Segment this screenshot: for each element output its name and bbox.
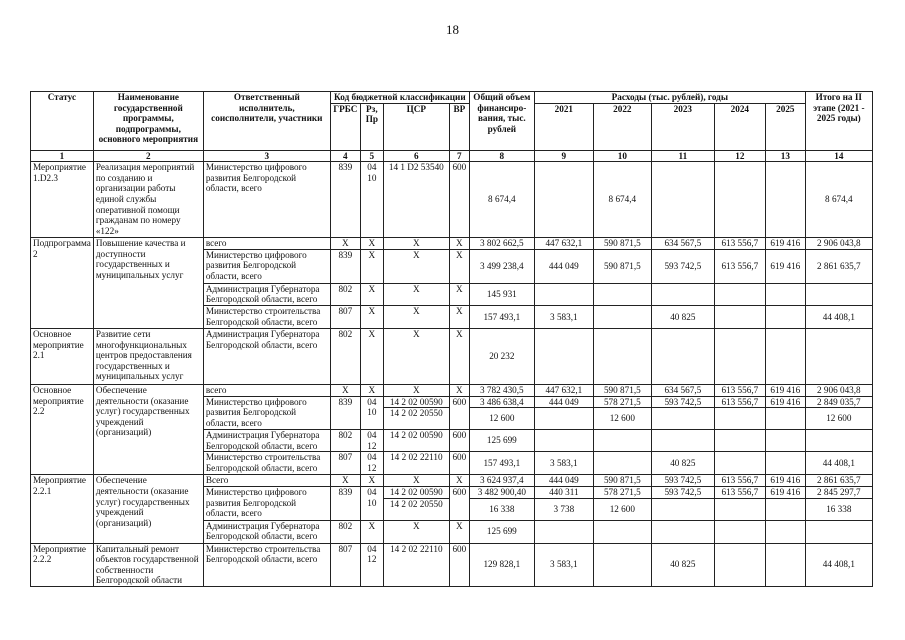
cell-total: 3 499 238,4 [469, 249, 534, 283]
cell-rz: 04 12 [360, 430, 383, 452]
header-2022: 2022 [593, 103, 651, 150]
cell-2021 [534, 162, 593, 238]
row-executor: Министерство цифрового развития Белгородской области, всего [203, 162, 330, 238]
table-row [31, 543, 873, 586]
cell-rz: 04 12 [360, 452, 383, 475]
cell-2022 [593, 283, 651, 305]
cell-2023: 634 567,5 [651, 384, 714, 396]
cell-2023: 40 825 [651, 543, 714, 586]
row-status: Мероприятие 2.2.1 [31, 475, 94, 543]
cell-rz: X [360, 238, 383, 250]
row-executor: Администрация Губернатора Белгородской области, всего [203, 430, 330, 452]
cell-csr: 14 2 02 22110 [383, 543, 449, 586]
cell-grbs: 802 [330, 520, 360, 543]
cell-2023 [651, 162, 714, 238]
cell-2021 [534, 328, 593, 384]
row-status: Основное мероприятие 2.2 [31, 384, 94, 474]
cell-itogo [805, 283, 872, 305]
row-executor: Министерство цифрового развития Белгородской области, всего [203, 396, 330, 430]
cell-vr: X [449, 283, 469, 305]
cell-rz: X [360, 520, 383, 543]
cell-vr: X [449, 475, 469, 487]
cell-vr: X [449, 384, 469, 396]
cell-2025 [765, 543, 805, 586]
cell-2024 [714, 283, 765, 305]
table-row [31, 475, 873, 487]
cell-2025: 619 416 [765, 396, 805, 408]
header-stage-total: Итого на II этапе (2021 - 2025 годы) [805, 92, 872, 151]
cell-csr: X [383, 520, 449, 543]
cell-rz: 04 12 [360, 543, 383, 586]
cell-2022: 590 871,5 [593, 475, 651, 487]
cell-2025: 619 416 [765, 384, 805, 396]
row-status: Подпрограмма 2 [31, 238, 94, 329]
row-name: Обеспечение деятельности (оказание услуг) государственных учреждений (организаций) [93, 475, 203, 543]
header-2023: 2023 [651, 103, 714, 150]
cell-itogo: 16 338 [805, 498, 872, 520]
row-name: Развитие сети многофункциональных центров предоставления государственных и муниципальных услуг [93, 328, 203, 384]
page-number: 18 [446, 22, 459, 37]
cell-2024: 613 556,7 [714, 238, 765, 250]
header-2024: 2024 [714, 103, 765, 150]
header-total: Общий объем финансиро-вания, тыс. рублей [469, 92, 534, 151]
cell-2025: 619 416 [765, 238, 805, 250]
cell-vr: 600 [449, 162, 469, 238]
cell-grbs: 807 [330, 543, 360, 586]
cell-itogo: 12 600 [805, 408, 872, 430]
cell-total: 20 232 [469, 328, 534, 384]
cell-csr: X [383, 384, 449, 396]
cell-csr: 14 2 02 20550 [383, 498, 449, 520]
cell-vr: X [449, 238, 469, 250]
cell-2022 [593, 305, 651, 328]
cell-grbs: 807 [330, 305, 360, 328]
cell-grbs: 807 [330, 452, 360, 475]
cell-2025 [765, 305, 805, 328]
row-executor: Министерство строительства Белгородской области, всего [203, 452, 330, 475]
row-executor: Администрация Губернатора Белгородской области, всего [203, 520, 330, 543]
cell-2025 [765, 498, 805, 520]
cell-total: 125 699 [469, 430, 534, 452]
cell-2023 [651, 498, 714, 520]
cell-2021: 3 583,1 [534, 543, 593, 586]
cell-2021: 444 049 [534, 396, 593, 408]
cell-2021: 447 632,1 [534, 384, 593, 396]
cell-itogo: 44 408,1 [805, 452, 872, 475]
cell-2021 [534, 430, 593, 452]
cell-2023: 593 742,5 [651, 249, 714, 283]
cell-csr: X [383, 328, 449, 384]
cell-2024 [714, 452, 765, 475]
cell-total: 3 482 900,40 [469, 486, 534, 498]
cell-2024 [714, 328, 765, 384]
cell-total: 125 699 [469, 520, 534, 543]
cell-2023 [651, 283, 714, 305]
col-num: 4 [330, 150, 360, 162]
cell-2022: 8 674,4 [593, 162, 651, 238]
cell-2022: 12 600 [593, 498, 651, 520]
cell-total: 3 624 937,4 [469, 475, 534, 487]
col-num: 10 [593, 150, 651, 162]
header-grbs: ГРБС [330, 103, 360, 150]
cell-grbs: 802 [330, 430, 360, 452]
header-vr: ВР [449, 103, 469, 150]
cell-2021: 444 049 [534, 475, 593, 487]
cell-2024 [714, 430, 765, 452]
row-executor: Министерство строительства Белгородской области, всего [203, 543, 330, 586]
header-2025: 2025 [765, 103, 805, 150]
cell-csr: 14 1 D2 53540 [383, 162, 449, 238]
cell-2023: 40 825 [651, 305, 714, 328]
cell-2021: 3 583,1 [534, 305, 593, 328]
col-num: 1 [31, 150, 94, 162]
cell-itogo: 2 861 635,7 [805, 249, 872, 283]
cell-2023: 593 742,5 [651, 486, 714, 498]
cell-csr: 14 2 02 00590 [383, 430, 449, 452]
cell-rz: 04 10 [360, 486, 383, 520]
header-2021: 2021 [534, 103, 593, 150]
header-name: Наименование государственной программы, подпрограммы, основного мероприятия [93, 92, 203, 151]
cell-2025 [765, 283, 805, 305]
row-status: Мероприятие 1.D2.3 [31, 162, 94, 238]
cell-2023 [651, 328, 714, 384]
col-num: 14 [805, 150, 872, 162]
cell-2022 [593, 328, 651, 384]
cell-grbs: X [330, 475, 360, 487]
cell-2021: 444 049 [534, 249, 593, 283]
cell-2022: 12 600 [593, 408, 651, 430]
cell-vr: 600 [449, 486, 469, 520]
cell-2022 [593, 543, 651, 586]
cell-rz: 04 10 [360, 396, 383, 430]
cell-2024 [714, 543, 765, 586]
cell-csr: 14 2 02 00590 [383, 396, 449, 408]
col-num: 13 [765, 150, 805, 162]
cell-csr: 14 2 02 20550 [383, 408, 449, 430]
row-executor: Администрация Губернатора Белгородской области, всего [203, 328, 330, 384]
cell-2025 [765, 328, 805, 384]
cell-rz: X [360, 475, 383, 487]
row-status: Мероприятие 2.2.2 [31, 543, 94, 586]
row-name: Повышение качества и доступности государственных и муниципальных услуг [93, 238, 203, 329]
col-num: 7 [449, 150, 469, 162]
cell-2025 [765, 162, 805, 238]
cell-itogo [805, 520, 872, 543]
cell-2022: 578 271,5 [593, 396, 651, 408]
cell-total: 3 802 662,5 [469, 238, 534, 250]
cell-2024: 613 556,7 [714, 384, 765, 396]
cell-grbs: 839 [330, 396, 360, 430]
cell-vr: 600 [449, 452, 469, 475]
cell-vr: 600 [449, 543, 469, 586]
cell-2024: 613 556,7 [714, 486, 765, 498]
cell-2025: 619 416 [765, 249, 805, 283]
cell-2022 [593, 452, 651, 475]
cell-2024 [714, 162, 765, 238]
column-numbers-row [31, 150, 873, 162]
cell-2024 [714, 305, 765, 328]
row-name: Капитальный ремонт объектов государственной собственности Белгородской области [93, 543, 203, 586]
cell-2022 [593, 430, 651, 452]
cell-itogo: 2 906 043,8 [805, 238, 872, 250]
table-row [31, 328, 873, 384]
cell-2024: 613 556,7 [714, 475, 765, 487]
cell-vr: 600 [449, 396, 469, 430]
cell-2021 [534, 520, 593, 543]
cell-2021: 3 738 [534, 498, 593, 520]
cell-2024: 613 556,7 [714, 396, 765, 408]
header-executor: Ответственный исполнитель, соисполнители, участники [203, 92, 330, 151]
cell-total: 145 931 [469, 283, 534, 305]
cell-2021: 3 583,1 [534, 452, 593, 475]
cell-total: 3 486 638,4 [469, 396, 534, 408]
cell-csr: X [383, 305, 449, 328]
table-row [31, 238, 873, 250]
cell-total: 8 674,4 [469, 162, 534, 238]
header-expenses: Расходы (тыс. рублей), годы [534, 92, 805, 104]
cell-total: 3 782 430,5 [469, 384, 534, 396]
col-num: 6 [383, 150, 449, 162]
header-status: Статус [31, 92, 94, 151]
cell-itogo: 44 408,1 [805, 543, 872, 586]
header-rz-pr: Рз, Пр [360, 103, 383, 150]
cell-2022: 578 271,5 [593, 486, 651, 498]
cell-vr: X [449, 520, 469, 543]
cell-2021: 447 632,1 [534, 238, 593, 250]
cell-2024 [714, 520, 765, 543]
row-executor: Администрация Губернатора Белгородской области, всего [203, 283, 330, 305]
cell-2025 [765, 430, 805, 452]
cell-2023: 593 742,5 [651, 475, 714, 487]
cell-grbs: 802 [330, 328, 360, 384]
cell-itogo: 2 906 043,8 [805, 384, 872, 396]
cell-2024 [714, 408, 765, 430]
financing-table [30, 91, 873, 587]
cell-itogo: 2 861 635,7 [805, 475, 872, 487]
cell-vr: X [449, 249, 469, 283]
cell-grbs: X [330, 384, 360, 396]
cell-rz: X [360, 384, 383, 396]
cell-csr: X [383, 283, 449, 305]
cell-2022: 590 871,5 [593, 238, 651, 250]
cell-2023: 40 825 [651, 452, 714, 475]
cell-2024 [714, 498, 765, 520]
cell-rz: X [360, 305, 383, 328]
row-status: Основное мероприятие 2.1 [31, 328, 94, 384]
cell-csr: 14 2 02 22110 [383, 452, 449, 475]
cell-rz: X [360, 328, 383, 384]
cell-total: 12 600 [469, 408, 534, 430]
row-executor: Министерство цифрового развития Белгородской области, всего [203, 249, 330, 283]
cell-2023: 593 742,5 [651, 396, 714, 408]
cell-grbs: 839 [330, 249, 360, 283]
cell-2025 [765, 452, 805, 475]
cell-2021: 440 311 [534, 486, 593, 498]
row-executor: Министерство строительства Белгородской области, всего [203, 305, 330, 328]
cell-2022: 590 871,5 [593, 249, 651, 283]
cell-2025 [765, 520, 805, 543]
cell-2023 [651, 408, 714, 430]
cell-2021 [534, 283, 593, 305]
col-num: 5 [360, 150, 383, 162]
cell-rz: X [360, 249, 383, 283]
cell-itogo: 44 408,1 [805, 305, 872, 328]
cell-2024: 613 556,7 [714, 249, 765, 283]
cell-2021 [534, 408, 593, 430]
row-executor: Министерство цифрового развития Белгородской области, всего [203, 486, 330, 520]
row-executor: всего [203, 384, 330, 396]
cell-2022 [593, 520, 651, 543]
cell-2025: 619 416 [765, 475, 805, 487]
row-executor: всего [203, 238, 330, 250]
cell-2025 [765, 408, 805, 430]
cell-2023 [651, 520, 714, 543]
cell-total: 16 338 [469, 498, 534, 520]
cell-itogo: 2 849 035,7 [805, 396, 872, 408]
header-csr: ЦСР [383, 103, 449, 150]
row-name: Обеспечение деятельности (оказание услуг) государственных учреждений (организаций) [93, 384, 203, 474]
cell-itogo [805, 328, 872, 384]
cell-2023 [651, 430, 714, 452]
cell-itogo: 2 845 297,7 [805, 486, 872, 498]
header-budget-classification: Код бюджетной классификации [330, 92, 469, 104]
cell-total: 157 493,1 [469, 452, 534, 475]
cell-vr: 600 [449, 430, 469, 452]
table-row [31, 162, 873, 238]
cell-grbs: 802 [330, 283, 360, 305]
cell-total: 157 493,1 [469, 305, 534, 328]
col-num: 3 [203, 150, 330, 162]
cell-2025: 619 416 [765, 486, 805, 498]
col-num: 2 [93, 150, 203, 162]
col-num: 12 [714, 150, 765, 162]
cell-csr: X [383, 475, 449, 487]
cell-itogo: 8 674,4 [805, 162, 872, 238]
col-num: 8 [469, 150, 534, 162]
cell-grbs: 839 [330, 486, 360, 520]
cell-grbs: X [330, 238, 360, 250]
cell-itogo [805, 430, 872, 452]
col-num: 9 [534, 150, 593, 162]
col-num: 11 [651, 150, 714, 162]
cell-rz: 04 10 [360, 162, 383, 238]
cell-vr: X [449, 328, 469, 384]
cell-csr: X [383, 249, 449, 283]
row-executor: Всего [203, 475, 330, 487]
cell-rz: X [360, 283, 383, 305]
row-name: Реализация мероприятий по созданию и организации работы единой службы оперативной помощи гражданам по номеру «122» [93, 162, 203, 238]
cell-vr: X [449, 305, 469, 328]
cell-2022: 590 871,5 [593, 384, 651, 396]
cell-csr: 14 2 02 00590 [383, 486, 449, 498]
cell-total: 129 828,1 [469, 543, 534, 586]
table-row [31, 384, 873, 396]
cell-grbs: 839 [330, 162, 360, 238]
cell-csr: X [383, 238, 449, 250]
cell-2023: 634 567,5 [651, 238, 714, 250]
